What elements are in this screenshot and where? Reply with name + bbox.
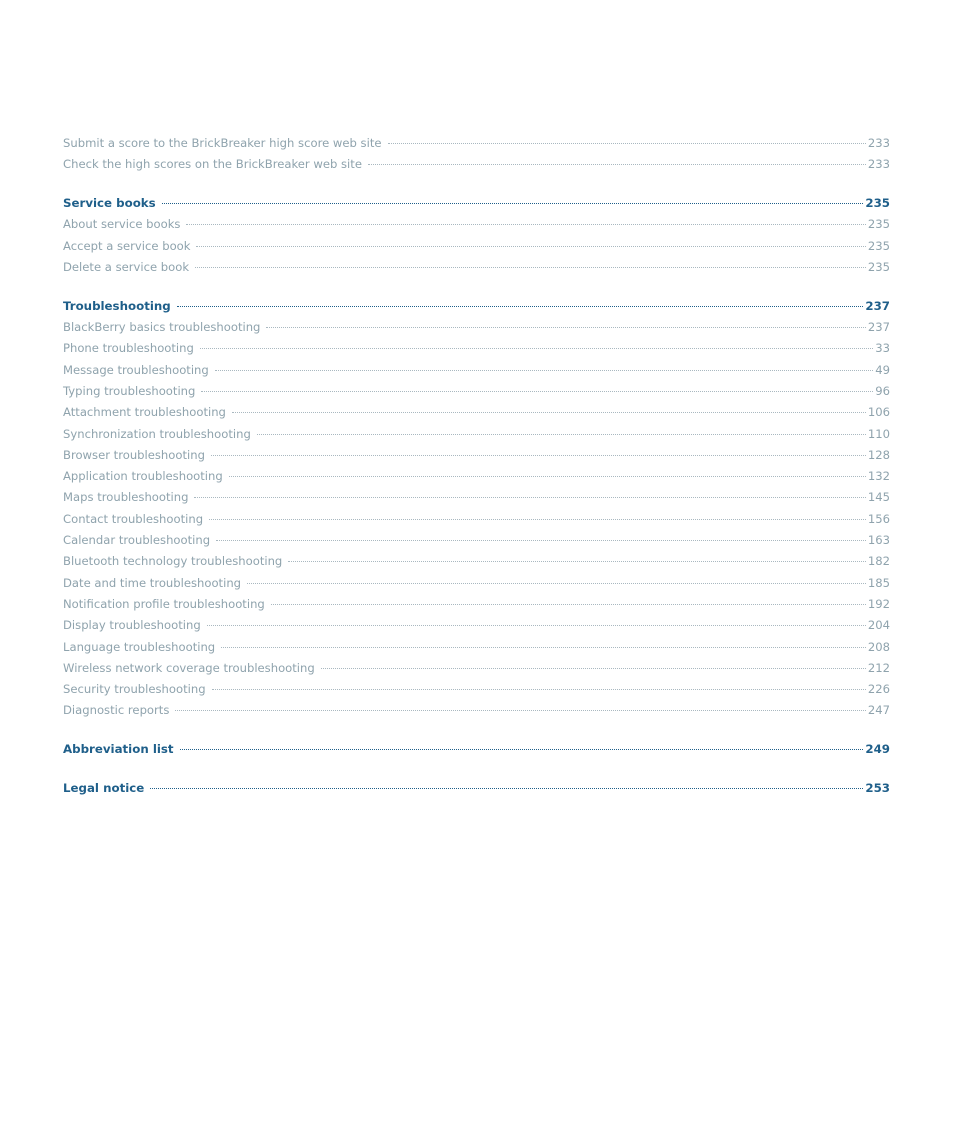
toc-entry-title: Message troubleshooting	[63, 362, 209, 377]
toc-heading-page: 237	[865, 298, 890, 313]
toc-entry[interactable]	[63, 530, 890, 551]
toc-entry-title: Bluetooth technology troubleshooting	[63, 554, 283, 569]
toc-entry-title: Phone troubleshooting	[63, 341, 194, 356]
toc-entry-page: 182	[867, 554, 890, 569]
toc-entry[interactable]	[63, 615, 890, 636]
toc-entry[interactable]	[63, 594, 890, 615]
dot-leader	[201, 391, 873, 392]
toc-entry[interactable]	[63, 445, 890, 466]
dot-leader	[216, 540, 866, 541]
toc-heading-title: Legal notice	[63, 781, 145, 796]
dot-leader	[368, 164, 866, 165]
toc-entry-title: Notification profile troubleshooting	[63, 596, 265, 611]
toc-entry[interactable]	[63, 214, 890, 235]
toc-entry-page: 128	[867, 447, 890, 462]
toc-entry-title: Submit a score to the BrickBreaker high score web site	[63, 136, 382, 150]
dot-leader	[177, 306, 864, 307]
toc-entry[interactable]	[63, 317, 890, 338]
toc-entry-page: 235	[867, 238, 890, 253]
toc-entry-page: 212	[867, 660, 890, 675]
dot-leader	[257, 434, 866, 435]
toc-entry[interactable]	[63, 360, 890, 381]
toc-entry-title: BlackBerry basics troubleshooting	[63, 320, 261, 335]
toc-entry-title: Display troubleshooting	[63, 618, 201, 633]
toc-entry-page: 237	[867, 320, 890, 335]
toc-entry-page: 208	[867, 639, 890, 654]
toc-heading-legal-notice[interactable]	[63, 778, 890, 799]
toc-heading-title: Abbreviation list	[63, 742, 174, 757]
toc-entry[interactable]	[63, 466, 890, 487]
toc-entry[interactable]	[63, 338, 890, 359]
toc-entry[interactable]	[63, 402, 890, 423]
toc-entry-title: Wireless network coverage troubleshooting	[63, 660, 315, 675]
toc-heading-title: Troubleshooting	[63, 298, 171, 313]
toc-section-troubleshooting	[63, 296, 890, 722]
toc-entry-title: Language troubleshooting	[63, 639, 216, 654]
toc-section-legal-notice	[63, 778, 890, 799]
dot-leader	[200, 348, 873, 349]
toc-entry-title: Application troubleshooting	[63, 469, 223, 484]
toc-entry-page: 156	[867, 511, 890, 526]
toc-heading-page: 249	[865, 742, 890, 757]
toc-section-abbreviation-list	[63, 739, 890, 760]
toc-heading-page: 235	[865, 196, 890, 211]
toc-entry[interactable]	[63, 487, 890, 508]
toc-heading-troubleshooting[interactable]	[63, 296, 890, 317]
toc-entry-title: Contact troubleshooting	[63, 511, 204, 526]
dot-leader	[211, 455, 866, 456]
dot-leader	[212, 689, 866, 690]
toc-entry-title: Diagnostic reports	[63, 703, 170, 718]
dot-leader	[196, 246, 865, 247]
dot-leader	[229, 476, 866, 477]
toc-entry-page: 110	[867, 426, 890, 441]
toc-entry-page: 235	[867, 259, 890, 274]
toc-entry-title: Synchronization troubleshooting	[63, 426, 251, 441]
dot-leader	[247, 583, 866, 584]
dot-leader	[388, 143, 866, 144]
toc-entry-title: About service books	[63, 217, 181, 232]
toc-entry[interactable]	[63, 700, 890, 721]
toc-entry-page: 49	[875, 362, 890, 377]
dot-leader	[221, 647, 866, 648]
toc-entry-title: Maps troubleshooting	[63, 490, 189, 505]
dot-leader	[186, 224, 865, 225]
toc-entry-title: Delete a service book	[63, 259, 190, 274]
toc-heading-page: 253	[865, 781, 890, 796]
toc-entry-title: Attachment troubleshooting	[63, 405, 226, 420]
toc-entry-page: 145	[867, 490, 890, 505]
toc-heading-title: Service books	[63, 196, 156, 211]
toc-entry-title: Calendar troubleshooting	[63, 533, 211, 548]
toc-entry-title: Security troubleshooting	[63, 682, 206, 697]
toc-entry-title: Typing troubleshooting	[63, 383, 196, 398]
toc-entry-title: Accept a service book	[63, 238, 191, 253]
dot-leader	[288, 561, 866, 562]
toc-entry[interactable]	[63, 154, 890, 175]
dot-leader	[232, 412, 866, 413]
toc-entry[interactable]	[63, 257, 890, 278]
toc-entry-title: Date and time troubleshooting	[63, 575, 242, 590]
toc-entry-page: 204	[867, 618, 890, 633]
toc-entry-page: 235	[867, 217, 890, 232]
toc-entry-page: 185	[867, 575, 890, 590]
toc-section-brickbreaker-continued	[63, 133, 890, 176]
toc-entry-page: 233	[867, 157, 890, 172]
toc-entry[interactable]	[63, 424, 890, 445]
toc-entry-title: Browser troubleshooting	[63, 447, 205, 462]
toc-entry-page: 96	[875, 383, 890, 398]
toc-section-service-books	[63, 193, 890, 278]
dot-leader	[162, 203, 864, 204]
toc-entry-title: Check the high scores on the BrickBreaker web site	[63, 157, 362, 172]
toc-entry[interactable]	[63, 381, 890, 402]
dot-leader	[180, 749, 864, 750]
dot-leader	[271, 604, 866, 605]
toc-entry-page: 33	[875, 341, 890, 356]
dot-leader	[207, 625, 866, 626]
toc-entry[interactable]	[63, 551, 890, 572]
toc-entry[interactable]	[63, 133, 890, 154]
toc-entry[interactable]	[63, 573, 890, 594]
dot-leader	[215, 370, 873, 371]
toc-entry[interactable]	[63, 637, 890, 658]
dot-leader	[266, 327, 865, 328]
toc-entry-page: 233	[867, 136, 890, 150]
toc-entry[interactable]	[63, 236, 890, 257]
toc-heading-abbreviation-list[interactable]	[63, 739, 890, 760]
dot-leader	[195, 267, 866, 268]
toc-entry-page: 163	[867, 533, 890, 548]
dot-leader	[321, 668, 866, 669]
toc-entry-page: 106	[867, 405, 890, 420]
toc-entry[interactable]	[63, 509, 890, 530]
toc-heading-service-books[interactable]	[63, 193, 890, 214]
toc-entry[interactable]	[63, 658, 890, 679]
toc-entry-page: 132	[867, 469, 890, 484]
toc-entry-page: 247	[867, 703, 890, 718]
toc-entry-page: 192	[867, 596, 890, 611]
dot-leader	[194, 497, 865, 498]
toc-entry-page: 226	[867, 682, 890, 697]
dot-leader	[209, 519, 866, 520]
table-of-contents	[63, 133, 890, 799]
toc-entry[interactable]	[63, 679, 890, 700]
dot-leader	[150, 788, 863, 789]
dot-leader	[175, 710, 865, 711]
